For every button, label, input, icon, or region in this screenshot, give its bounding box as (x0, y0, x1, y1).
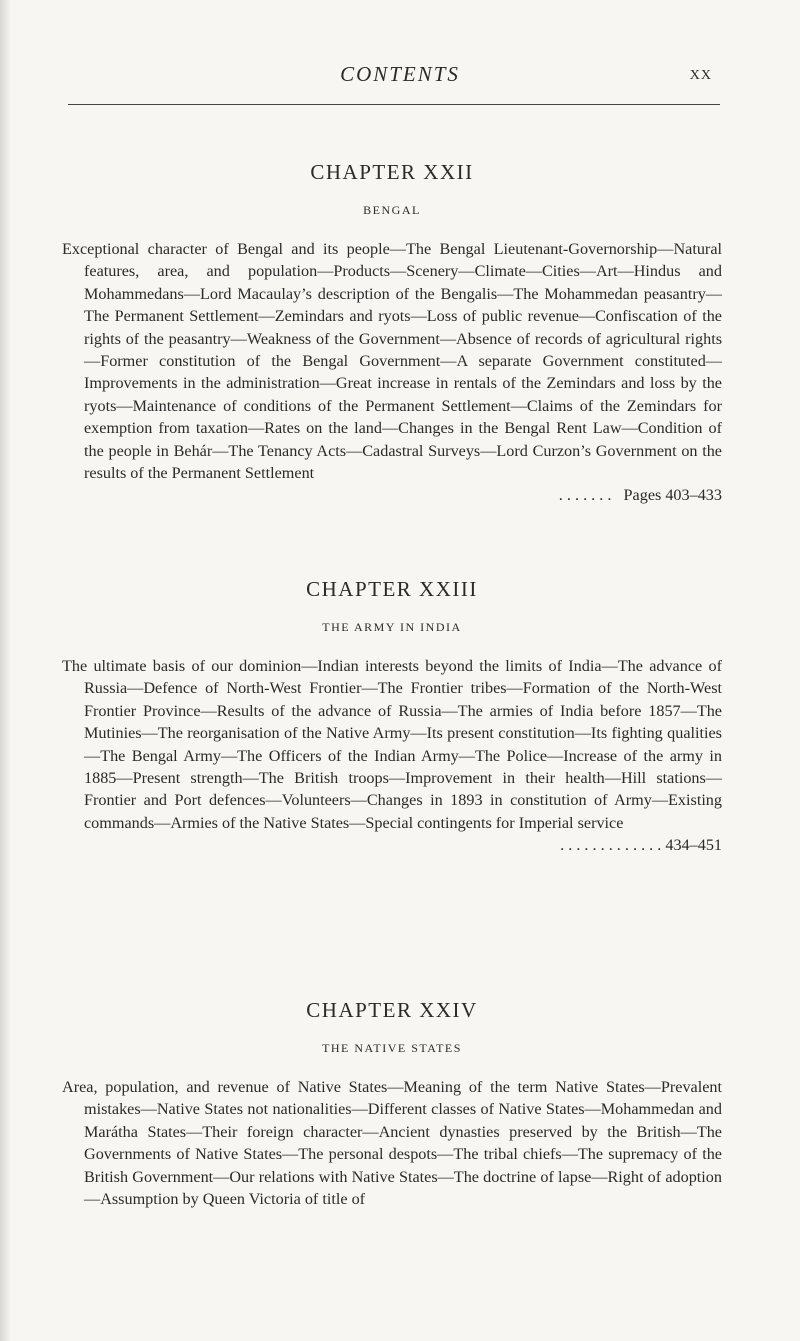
chapter-summary (62, 655, 722, 857)
header-rule (68, 104, 720, 105)
chapter-xxiii (62, 577, 722, 857)
chapter-title: CHAPTER XXIV (306, 998, 478, 1022)
chapter-subtitle: BENGAL (363, 203, 421, 217)
page-range: . . . . . . . . . . . . . 434–451 (560, 836, 722, 855)
chapter-subtitle: THE ARMY IN INDIA (322, 620, 462, 634)
chapter-subtitle: THE NATIVE STATES (322, 1041, 462, 1055)
chapter-xxiv (62, 998, 722, 1210)
running-title: CONTENTS (340, 62, 460, 86)
page-range: . . . . . . . Pages 403–433 (558, 486, 722, 505)
chapter-summary-text: Area, population, and revenue of Native States—Meaning of the term Native States—Prevalent mistakes—Native States not nationalities—Different classes of Native States—Mohammedan and Marátha States—Their foreign character—Ancient dynasties preserved by the British—The Governments of Native States—The personal despots—The tribal chiefs—The supremacy of the British Government—Our relations with Native States—The doctrine of lapse—Right of adoption—Assumption by Queen Victoria of title of (62, 1078, 722, 1209)
chapter-summary-text: The ultimate basis of our dominion—Indian interests beyond the limits of India—The advance of Russia—Defence of North-West Frontier—The Frontier tribes—Formation of the North-West Frontier Province—Results of the advance of Russia—The armies of India before 1857—The Mutinies—The reorganisation of the Native Army—Its present constitution—Its fighting qualities—The Bengal Army—The Officers of the Indian Army—The Police—Increase of the army in 1885—Present strength—The British troops—Improvement in their health—Hill stations—Frontier and Port defences—Volunteers—Changes in 1893 in constitution of Army—Existing commands—Armies of the Native States—Special contingents for Imperial service (62, 657, 722, 832)
chapter-title: CHAPTER XXII (310, 160, 474, 184)
chapter-summary (62, 238, 722, 507)
page-gutter-shadow (0, 0, 10, 1341)
chapter-summary (62, 1076, 722, 1210)
running-head (0, 62, 800, 92)
chapter-summary-text: Exceptional character of Bengal and its people—The Bengal Lieutenant-Governorship—Natural features, area, and population—Products—Scenery—Climate—Cities—Art—Hindus and Mohammedans—Lord Macaulay’s description of the Bengalis—The Mohammedan peasantry—The Permanent Settlement—Zemindars and ryots—Loss of public revenue—Confiscation of the rights of the peasantry—Weakness of the Government—Absence of records of agricultural rights—Former constitution of the Bengal Government—A separate Government constituted—Improvements in the administration—Great increase in rentals of the Zemindars and loss by the ryots—Maintenance of conditions of the Permanent Settlement—Claims of the Zemindars for exemption from taxation—Rates on the land—Changes in the Bengal Rent Law—Condition of the people in Behár—The Tenancy Acts—Cadastral Surveys—Lord Curzon’s Government on the results of the Permanent Settlement (62, 240, 722, 483)
chapter-xxii (62, 160, 722, 507)
page-number: XX (689, 68, 712, 83)
chapter-title: CHAPTER XXIII (306, 577, 478, 601)
